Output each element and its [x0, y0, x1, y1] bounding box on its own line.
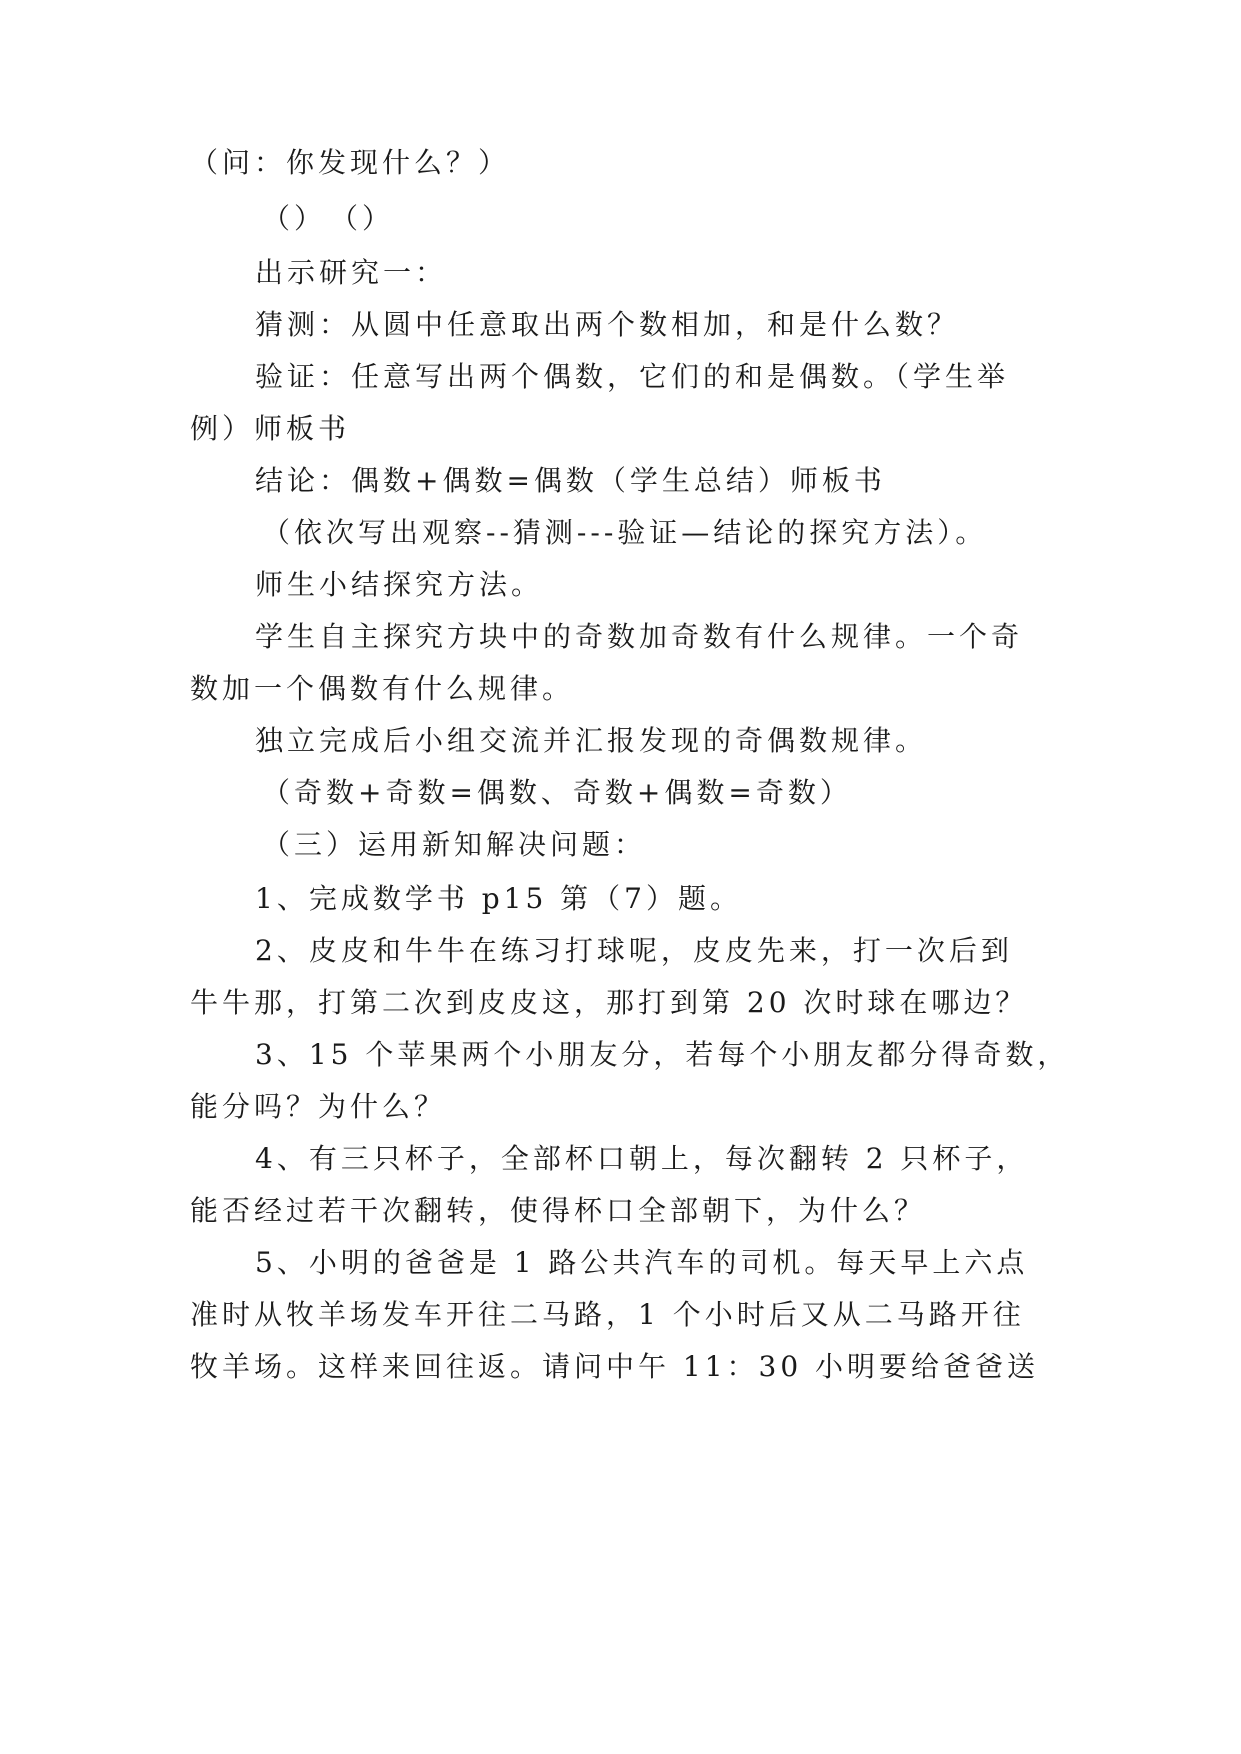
text-line: 5、小明的爸爸是 1 路公共汽车的司机。每天早上六点	[255, 1246, 1029, 1279]
text-line: 例）师板书	[190, 412, 351, 445]
text-line: 验证：任意写出两个偶数，它们的和是偶数。（学生举	[255, 360, 1010, 393]
text-line: 数加一个偶数有什么规律。	[190, 672, 575, 705]
text-line: 1、完成数学书 p15 第（7）题。	[255, 882, 742, 915]
text-line: 学生自主探究方块中的奇数加奇数有什么规律。一个奇	[255, 620, 1024, 653]
text-line: 能分吗？为什么？	[190, 1090, 447, 1123]
text-line: 4、有三只杯子，全部杯口朝上，每次翻转 2 只杯子，	[255, 1142, 1029, 1175]
text-line: 2、皮皮和牛牛在练习打球呢，皮皮先来，打一次后到	[255, 934, 1013, 967]
text-line: （奇数+奇数=偶数、奇数+偶数=奇数）	[262, 776, 852, 809]
text-line: 独立完成后小组交流并汇报发现的奇偶数规律。	[255, 724, 928, 757]
text-line: 牛牛那，打第二次到皮皮这，那打到第 20 次时球在哪边？	[190, 986, 1028, 1019]
text-line: 师生小结探究方法。	[255, 568, 544, 601]
text-line: 准时从牧羊场发车开往二马路，1 个小时后又从二马路开往	[190, 1298, 1025, 1331]
text-line: 牧羊场。这样来回往返。请问中午 11：30 小明要给爸爸送	[190, 1350, 1040, 1383]
text-line: 3、15 个苹果两个小朋友分，若每个小朋友都分得奇数，	[255, 1038, 1070, 1071]
text-line: 能否经过若干次翻转，使得杯口全部朝下，为什么？	[190, 1194, 927, 1227]
text-line: 出示研究一：	[255, 256, 448, 289]
text-line: （依次写出观察--猜测---验证—结论的探究方法）。	[262, 516, 988, 549]
text-line: 猜测：从圆中任意取出两个数相加，和是什么数？	[255, 308, 960, 341]
text-line: （问：你发现什么？）	[190, 146, 511, 179]
text-line: 结论：偶数+偶数=偶数（学生总结）师板书	[255, 464, 886, 497]
text-line: （） （）	[262, 202, 395, 235]
text-line: （三）运用新知解决问题：	[262, 828, 647, 861]
